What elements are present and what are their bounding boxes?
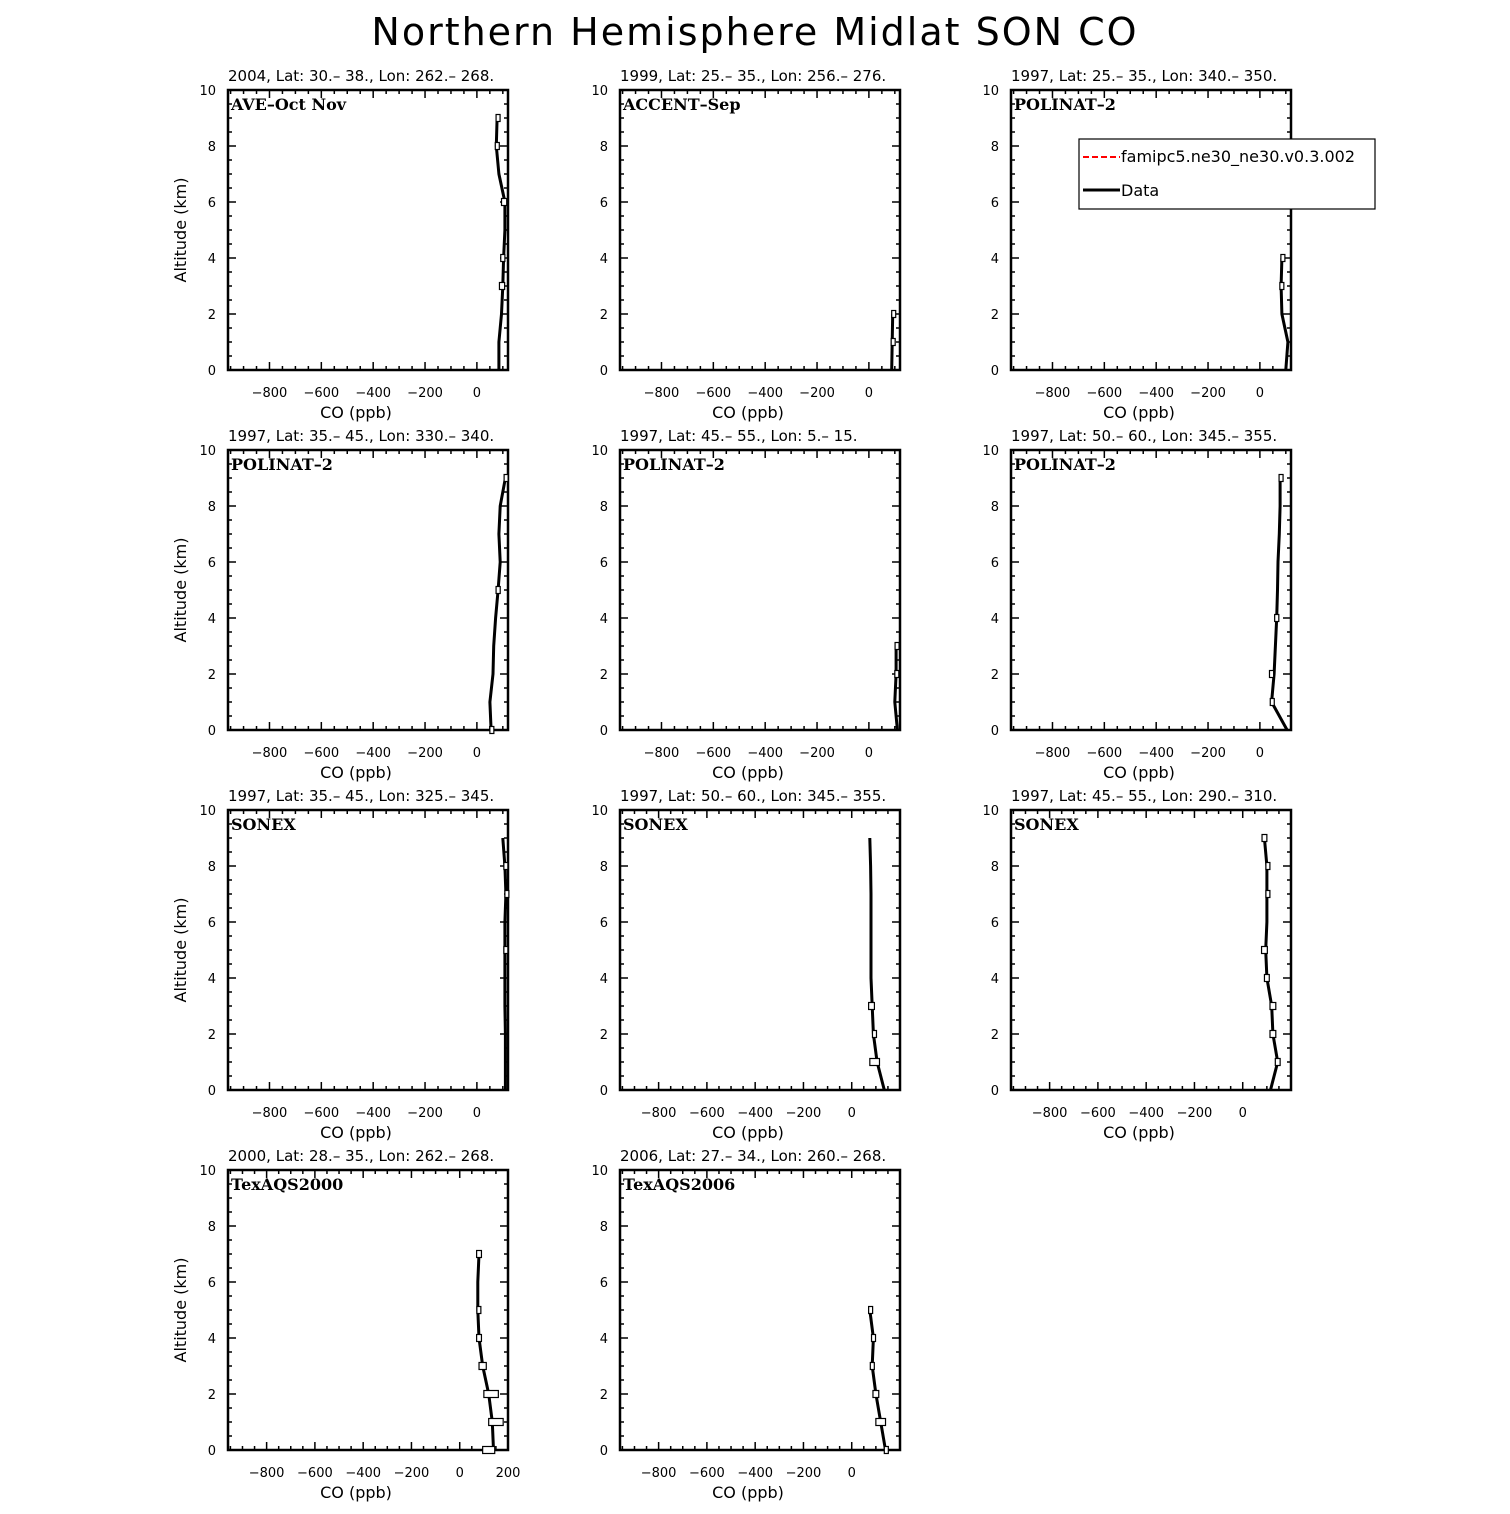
x-tick-label: −600 xyxy=(695,746,732,761)
y-tick-label: 10 xyxy=(591,1164,608,1179)
x-tick-label: −400 xyxy=(1138,386,1175,401)
error-box xyxy=(870,1363,874,1370)
error-box xyxy=(873,1391,879,1398)
x-tick-label: −600 xyxy=(303,386,340,401)
x-tick-label: 0 xyxy=(864,386,874,401)
y-tick-label: 2 xyxy=(207,1388,216,1403)
panel-title: 1997, Lat: 45.– 55., Lon: 290.– 310. xyxy=(1011,787,1278,805)
x-tick-label: −600 xyxy=(297,1466,333,1481)
plot-frame xyxy=(228,90,508,370)
x-tick-label: 0 xyxy=(1255,746,1265,761)
y-tick-label: 10 xyxy=(591,804,608,819)
panel-title: 1999, Lat: 25.– 35., Lon: 256.– 276. xyxy=(620,67,887,85)
campaign-label: POLINAT–2 xyxy=(231,455,333,474)
x-tick-label: −200 xyxy=(407,1106,443,1121)
series-line-data xyxy=(870,838,885,1090)
error-box xyxy=(1270,699,1274,706)
x-tick-label: −600 xyxy=(689,1466,725,1481)
panel-title: 1997, Lat: 35.– 45., Lon: 325.– 345. xyxy=(228,787,495,805)
x-axis-label: CO (ppb) xyxy=(1103,403,1175,422)
y-tick-label: 10 xyxy=(591,84,608,99)
y-tick-label: 4 xyxy=(207,612,216,627)
x-axis-label: CO (ppb) xyxy=(712,763,784,782)
y-tick-label: 0 xyxy=(207,1444,216,1459)
x-tick-label: −400 xyxy=(355,386,392,401)
y-axis-label: Altitude (km) xyxy=(171,1257,190,1363)
x-tick-label: 0 xyxy=(455,1466,464,1481)
panel-5 xyxy=(591,427,900,782)
y-tick-label: 0 xyxy=(599,1084,608,1099)
panel-title: 2000, Lat: 28.– 35., Lon: 262.– 268. xyxy=(228,1147,495,1165)
plot-frame xyxy=(1011,810,1291,1090)
plot-frame xyxy=(620,810,900,1090)
x-tick-label: −800 xyxy=(643,746,680,761)
x-tick-label: −200 xyxy=(1190,386,1226,401)
plot-frame xyxy=(228,810,508,1090)
error-box xyxy=(504,863,508,870)
y-tick-label: 6 xyxy=(207,916,216,931)
y-tick-label: 4 xyxy=(599,612,608,627)
x-axis-label: CO (ppb) xyxy=(712,403,784,422)
error-box xyxy=(895,671,899,678)
y-tick-label: 4 xyxy=(990,972,999,987)
y-tick-label: 0 xyxy=(207,364,216,379)
error-box xyxy=(872,1031,876,1038)
plot-frame xyxy=(620,1170,900,1450)
y-tick-label: 8 xyxy=(990,140,999,155)
y-tick-label: 6 xyxy=(599,196,608,211)
campaign-label: POLINAT–2 xyxy=(1014,95,1116,114)
panel-title: 2006, Lat: 27.– 34., Lon: 260.– 268. xyxy=(620,1147,887,1165)
x-axis-label: CO (ppb) xyxy=(320,763,392,782)
error-box xyxy=(477,1251,482,1258)
x-tick-label: −800 xyxy=(248,1466,285,1481)
x-axis-label: CO (ppb) xyxy=(712,1483,784,1502)
panel-1 xyxy=(171,67,508,422)
error-box xyxy=(477,1307,481,1314)
x-tick-label: −200 xyxy=(1176,1106,1213,1121)
y-tick-label: 6 xyxy=(207,1276,216,1291)
error-box xyxy=(869,1307,873,1314)
error-box xyxy=(495,143,499,150)
error-box xyxy=(1275,1059,1280,1066)
x-tick-label: −400 xyxy=(737,1106,774,1121)
series-line-data xyxy=(870,1310,886,1450)
x-tick-label: −400 xyxy=(1138,746,1175,761)
y-tick-label: 10 xyxy=(982,804,999,819)
panel-2 xyxy=(591,67,900,422)
campaign-label: TexAQS2006 xyxy=(623,1175,736,1194)
series-line-data xyxy=(490,478,506,730)
figure-title: Northern Hemisphere Midlat SON CO xyxy=(371,10,1139,54)
y-tick-label: 2 xyxy=(990,1028,999,1043)
y-tick-label: 8 xyxy=(207,140,216,155)
series-line-data xyxy=(503,838,506,1090)
x-tick-label: −800 xyxy=(640,1466,677,1481)
y-axis-label: Altitude (km) xyxy=(171,537,190,643)
y-tick-label: 4 xyxy=(207,972,216,987)
x-tick-label: −400 xyxy=(355,746,392,761)
x-tick-label: −600 xyxy=(695,386,732,401)
x-tick-label: −400 xyxy=(747,746,784,761)
campaign-label: SONEX xyxy=(231,815,296,834)
y-tick-label: 10 xyxy=(199,804,216,819)
y-tick-label: 6 xyxy=(207,196,216,211)
x-axis-label: CO (ppb) xyxy=(712,1123,784,1142)
x-tick-label: −600 xyxy=(303,746,340,761)
y-tick-label: 0 xyxy=(990,724,999,739)
x-axis-label: CO (ppb) xyxy=(1103,763,1175,782)
panel-7 xyxy=(171,787,509,1142)
panel-title: 2004, Lat: 30.– 38., Lon: 262.– 268. xyxy=(228,67,495,85)
error-box xyxy=(1270,1031,1276,1038)
error-box xyxy=(1279,475,1283,482)
x-tick-label: −200 xyxy=(393,1466,430,1481)
y-tick-label: 8 xyxy=(599,500,608,515)
x-tick-label: −400 xyxy=(737,1466,774,1481)
error-box xyxy=(1281,255,1285,262)
panel-3 xyxy=(982,67,1291,422)
x-tick-label: −600 xyxy=(303,1106,340,1121)
plot-frame xyxy=(620,450,900,730)
panel-10 xyxy=(171,1147,520,1502)
error-box xyxy=(504,475,508,482)
legend xyxy=(1079,139,1375,209)
y-tick-label: 0 xyxy=(990,364,999,379)
error-box xyxy=(499,283,504,290)
panel-title: 1997, Lat: 50.– 60., Lon: 345.– 355. xyxy=(1011,427,1278,445)
error-box xyxy=(1270,1003,1276,1010)
y-tick-label: 0 xyxy=(990,1084,999,1099)
y-tick-label: 10 xyxy=(199,1164,216,1179)
x-tick-label: −800 xyxy=(640,1106,677,1121)
x-tick-label: 0 xyxy=(864,746,874,761)
error-box xyxy=(489,1419,503,1426)
x-tick-label: −800 xyxy=(251,386,288,401)
y-axis-label: Altitude (km) xyxy=(171,897,190,1003)
x-tick-label: −800 xyxy=(1034,746,1071,761)
y-tick-label: 8 xyxy=(599,860,608,875)
legend-label-data: Data xyxy=(1121,181,1160,200)
campaign-label: TexAQS2000 xyxy=(231,1175,344,1194)
y-tick-label: 8 xyxy=(207,500,216,515)
x-tick-label: −600 xyxy=(1080,1106,1116,1121)
error-box xyxy=(1262,835,1267,842)
campaign-label: POLINAT–2 xyxy=(1014,455,1116,474)
error-box xyxy=(1266,863,1270,870)
error-box xyxy=(501,255,505,262)
error-box xyxy=(884,1447,888,1454)
panel-6 xyxy=(982,427,1291,782)
x-tick-label: −800 xyxy=(251,1106,288,1121)
error-box xyxy=(1264,975,1269,982)
y-tick-label: 10 xyxy=(199,84,216,99)
error-box xyxy=(1280,283,1284,290)
x-tick-label: −200 xyxy=(1190,746,1226,761)
error-box xyxy=(869,1003,875,1010)
x-tick-label: −200 xyxy=(785,1106,822,1121)
error-box xyxy=(496,115,500,122)
error-box xyxy=(483,1447,495,1454)
y-tick-label: 0 xyxy=(599,1444,608,1459)
x-tick-label: −600 xyxy=(1086,386,1123,401)
x-axis-label: CO (ppb) xyxy=(320,1123,392,1142)
error-box xyxy=(870,1059,880,1066)
x-tick-label: 0 xyxy=(472,1106,482,1121)
x-tick-label: 0 xyxy=(1255,386,1265,401)
x-tick-label: −800 xyxy=(643,386,680,401)
y-tick-label: 4 xyxy=(207,252,216,267)
panel-title: 1997, Lat: 50.– 60., Lon: 345.– 355. xyxy=(620,787,887,805)
y-tick-label: 8 xyxy=(207,860,216,875)
y-tick-label: 8 xyxy=(599,140,608,155)
y-tick-label: 6 xyxy=(207,556,216,571)
y-tick-label: 8 xyxy=(990,860,999,875)
y-tick-label: 2 xyxy=(599,308,608,323)
x-tick-label: −200 xyxy=(785,1466,822,1481)
y-tick-label: 6 xyxy=(599,916,608,931)
y-tick-label: 10 xyxy=(982,84,999,99)
error-box xyxy=(484,1391,498,1398)
x-tick-label: −600 xyxy=(689,1106,725,1121)
legend-label-model: famipc5.ne30_ne30.v0.3.002 xyxy=(1121,147,1355,166)
y-tick-label: 6 xyxy=(990,196,999,211)
error-box xyxy=(876,1419,886,1426)
x-tick-label: −400 xyxy=(1128,1106,1165,1121)
series-line-data xyxy=(496,118,505,370)
plot-frame xyxy=(228,450,508,730)
error-box xyxy=(1262,947,1268,954)
y-tick-label: 2 xyxy=(207,1028,216,1043)
panel-title: 1997, Lat: 45.– 55., Lon: 5.– 15. xyxy=(620,427,858,445)
error-box xyxy=(490,727,494,734)
x-tick-label: 200 xyxy=(495,1466,521,1481)
error-box xyxy=(1275,615,1279,622)
y-tick-label: 8 xyxy=(990,500,999,515)
error-box xyxy=(892,311,896,318)
error-box xyxy=(479,1363,486,1370)
y-tick-label: 4 xyxy=(599,1332,608,1347)
y-tick-label: 10 xyxy=(199,444,216,459)
y-tick-label: 10 xyxy=(982,444,999,459)
error-box xyxy=(891,339,895,346)
plot-frame xyxy=(620,90,900,370)
x-axis-label: CO (ppb) xyxy=(320,1483,392,1502)
error-box xyxy=(496,587,500,594)
y-tick-label: 6 xyxy=(990,916,999,931)
y-tick-label: 8 xyxy=(599,1220,608,1235)
campaign-label: POLINAT–2 xyxy=(623,455,725,474)
y-tick-label: 2 xyxy=(207,668,216,683)
x-tick-label: −400 xyxy=(345,1466,382,1481)
x-tick-label: −400 xyxy=(355,1106,392,1121)
x-axis-label: CO (ppb) xyxy=(320,403,392,422)
x-tick-label: −800 xyxy=(251,746,288,761)
panel-4 xyxy=(171,427,508,782)
plot-frame xyxy=(1011,90,1291,370)
panel-8 xyxy=(591,787,900,1142)
y-tick-label: 2 xyxy=(207,308,216,323)
y-tick-label: 2 xyxy=(599,1028,608,1043)
x-tick-label: −200 xyxy=(407,746,443,761)
x-tick-label: −800 xyxy=(1031,1106,1068,1121)
y-tick-label: 8 xyxy=(207,1220,216,1235)
y-tick-label: 2 xyxy=(599,1388,608,1403)
x-tick-label: −600 xyxy=(1086,746,1123,761)
plot-frame xyxy=(1011,450,1291,730)
x-tick-label: −200 xyxy=(799,386,835,401)
x-tick-label: −400 xyxy=(747,386,784,401)
x-tick-label: −200 xyxy=(799,746,835,761)
x-tick-label: −800 xyxy=(1034,386,1071,401)
x-axis-label: CO (ppb) xyxy=(1103,1123,1175,1142)
y-tick-label: 0 xyxy=(599,724,608,739)
x-tick-label: 0 xyxy=(847,1466,856,1481)
x-tick-label: 0 xyxy=(472,386,482,401)
panel-title: 1997, Lat: 35.– 45., Lon: 330.– 340. xyxy=(228,427,495,445)
y-tick-label: 4 xyxy=(599,252,608,267)
plot-frame xyxy=(228,1170,508,1450)
y-tick-label: 0 xyxy=(599,364,608,379)
panel-11 xyxy=(591,1147,900,1502)
y-tick-label: 6 xyxy=(599,1276,608,1291)
error-box xyxy=(895,643,899,650)
series-line-data xyxy=(1272,478,1288,730)
error-box xyxy=(1266,891,1270,898)
y-tick-label: 0 xyxy=(207,1084,216,1099)
campaign-label: ACCENT–Sep xyxy=(623,95,741,114)
y-tick-label: 4 xyxy=(990,252,999,267)
y-tick-label: 2 xyxy=(990,308,999,323)
y-tick-label: 6 xyxy=(599,556,608,571)
x-tick-label: 0 xyxy=(847,1106,856,1121)
campaign-label: AVE–Oct Nov xyxy=(231,95,347,114)
x-tick-label: 0 xyxy=(472,746,482,761)
error-box xyxy=(1269,671,1273,678)
x-tick-label: −200 xyxy=(407,386,443,401)
error-box xyxy=(505,891,509,898)
campaign-label: SONEX xyxy=(1014,815,1079,834)
panel-9 xyxy=(982,787,1291,1142)
y-axis-label: Altitude (km) xyxy=(171,177,190,283)
y-tick-label: 4 xyxy=(599,972,608,987)
panel-title: 1997, Lat: 25.– 35., Lon: 340.– 350. xyxy=(1011,67,1278,85)
error-box xyxy=(504,947,508,954)
x-tick-label: 0 xyxy=(1238,1106,1247,1121)
y-tick-label: 4 xyxy=(990,612,999,627)
y-tick-label: 0 xyxy=(207,724,216,739)
error-box xyxy=(477,1335,482,1342)
series-line-data xyxy=(1264,838,1277,1090)
y-tick-label: 4 xyxy=(207,1332,216,1347)
y-tick-label: 6 xyxy=(990,556,999,571)
y-tick-label: 2 xyxy=(990,668,999,683)
y-tick-label: 10 xyxy=(591,444,608,459)
campaign-label: SONEX xyxy=(623,815,688,834)
error-box xyxy=(502,199,507,206)
y-tick-label: 2 xyxy=(599,668,608,683)
error-box xyxy=(872,1335,876,1342)
